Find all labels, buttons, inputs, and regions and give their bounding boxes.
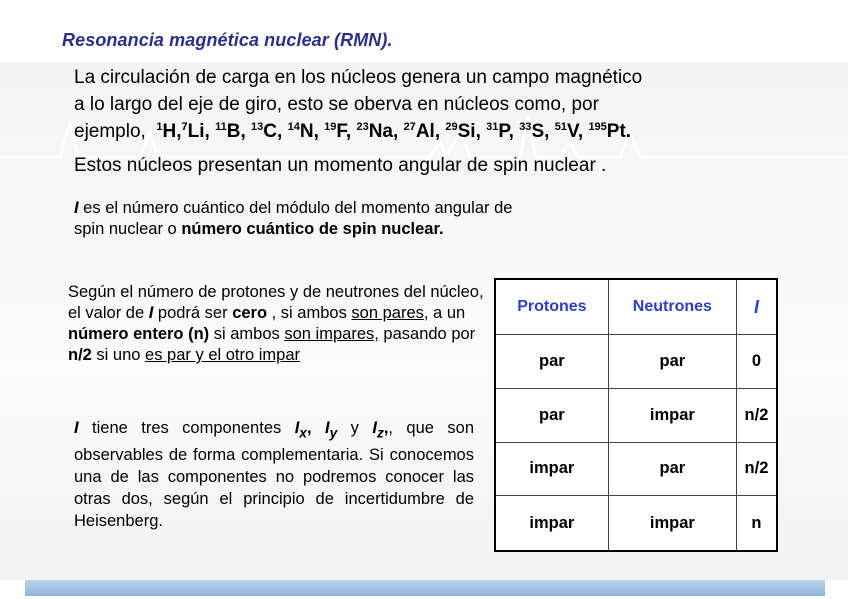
table-header-row <box>495 279 777 335</box>
table-cell: impar <box>608 388 736 442</box>
nucleus-b: $^{11}$B <box>215 121 241 142</box>
spin-definition <box>74 198 514 240</box>
table-cell: par <box>495 335 608 389</box>
spin-table <box>494 278 778 552</box>
sub-z: z <box>376 425 384 441</box>
components-text-2: , que son observables de forma complementaria. Si conocemos una de las componentes no podremos conocer las otras dos, según el principio de incertidumbre de Heisenberg. <box>74 419 474 531</box>
table-cell: par <box>608 442 736 496</box>
nucleus-al: $^{27}$Al <box>403 121 435 142</box>
component-ix: I <box>294 419 300 437</box>
component-iy: I <box>324 419 330 437</box>
rules-impares: son impares, <box>284 325 379 343</box>
table-row <box>495 442 777 496</box>
intro-line-2: a lo largo del eje de giro, esto se oberva en núcleos como, por <box>74 94 599 115</box>
table-row <box>495 388 777 442</box>
nucleus-si: $^{29}$Si <box>445 121 476 142</box>
nucleus-pt: $^{195}$Pt <box>588 121 626 142</box>
symbol-i: I <box>74 419 79 437</box>
table-cell: impar <box>495 442 608 496</box>
table-row <box>495 335 777 389</box>
nucleus-p: $^{31}$P <box>486 121 509 142</box>
rules-pares: son pares <box>351 304 424 322</box>
sub-y: y <box>329 425 338 441</box>
intro-line-4: Estos núcleos presentan un momento angular de spin nuclear . <box>74 155 607 176</box>
rules-text-1: Según el número de protones y de neutrones del núcleo, el valor de <box>68 283 484 322</box>
sub-x: x <box>299 425 307 441</box>
nucleus-s: $^{33}$S <box>519 121 545 142</box>
rules-text-2: podrá ser <box>153 304 233 322</box>
definition-bold: número cuántico de spin nuclear. <box>181 220 444 238</box>
table-cell: par <box>495 388 608 442</box>
table-header-neutrones: Neutrones <box>608 279 736 335</box>
component-iz: I <box>372 419 377 437</box>
nucleus-f: $^{19}$F <box>324 121 346 142</box>
nucleus-c: $^{13}$C <box>251 121 278 142</box>
intro-line-3 <box>74 121 631 143</box>
nucleus-n: $^{14}$N <box>287 121 314 142</box>
footer-bar <box>25 580 825 596</box>
table-cell: n/2 <box>736 442 777 496</box>
rules-text-7: si uno <box>91 346 146 364</box>
rules-text-6: pasando por <box>378 325 476 343</box>
components-and: y <box>337 419 373 437</box>
table-cell: 0 <box>736 335 777 389</box>
table-header-protones: Protones <box>495 279 608 335</box>
table-row <box>495 496 777 551</box>
nuclei-list: $^1$H,$^7$Li, $^{11}$B, $^{13}$C, $^{14}$N, $^{19}$F, $^{23}$Na, $^{27}$Al, $^{29}$Si, $^{31}$P, $^{33}$S, $^{51}$V, $^{195}$Pt. <box>156 121 632 142</box>
rules-text-3: , si ambos <box>267 304 352 322</box>
table-cell: impar <box>495 496 608 551</box>
slide-title: Resonancia magnética nuclear (RMN). <box>62 30 393 50</box>
table-cell: impar <box>608 496 736 551</box>
definition-text: es el número cuántico del módulo del momento angular de spin nuclear o <box>74 199 513 238</box>
rules-cero: cero <box>232 304 268 322</box>
nucleus-v: $^{51}$V <box>554 121 578 142</box>
nucleus-na: $^{23}$Na <box>356 121 393 142</box>
rules-last: es par y el otro impar <box>145 346 301 364</box>
rules-text-5: si ambos <box>209 325 285 343</box>
table-header-i: I <box>736 279 777 335</box>
rules-entero: número entero (n) <box>68 325 210 343</box>
table-cell: n/2 <box>736 388 777 442</box>
symbol-i: I <box>74 199 79 217</box>
rules-text-4: , a un <box>423 304 466 322</box>
table-cell: par <box>608 335 736 389</box>
table-cell: n <box>736 496 777 551</box>
intro-line-3-prefix: ejemplo, <box>74 121 146 142</box>
spin-components: I tiene tres componentes $I_x$, $I_y$ y $I_z$,, que son observables de forma complementaria. Si conocemos una de las componentes no podremos conocer las otras dos, según el principio de incertidumbre de Heisenberg. <box>74 419 474 531</box>
spin-rules <box>68 282 488 366</box>
nucleus-h: $^1$H <box>156 121 177 142</box>
rules-n2: n/2 <box>68 346 92 364</box>
intro-line-1: La circulación de carga en los núcleos genera un campo magnético <box>74 67 643 88</box>
symbol-i: I <box>148 304 154 322</box>
nucleus-li: $^7$Li <box>181 121 205 142</box>
components-text-1: tiene tres componentes <box>78 419 295 437</box>
